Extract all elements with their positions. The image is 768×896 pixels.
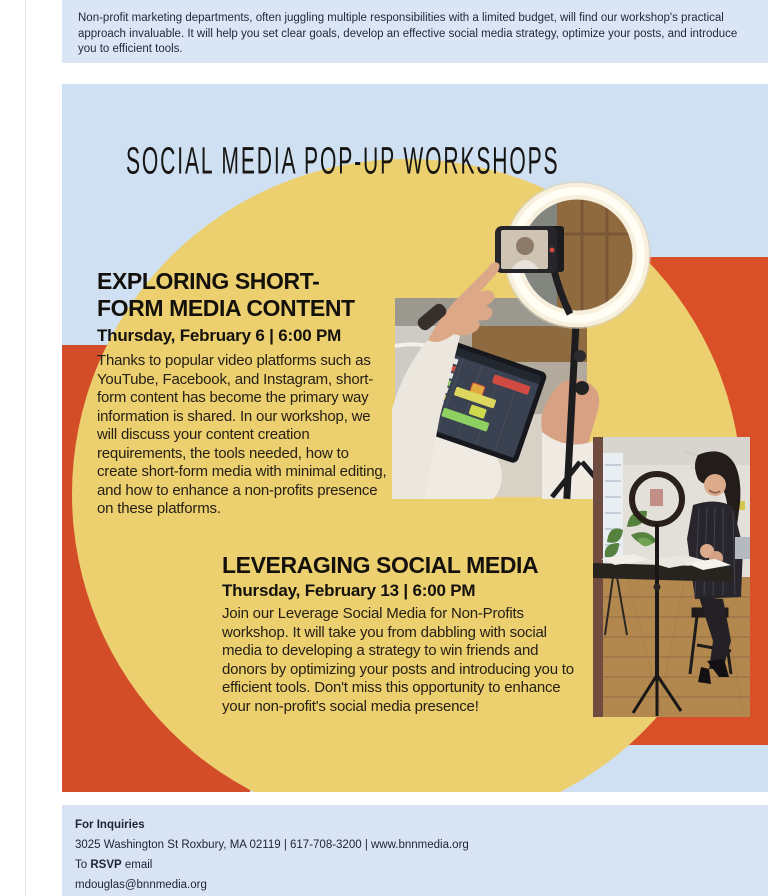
contact-line[interactable]: 3025 Washington St Roxbury, MA 02119 | 617-708-3200 | www.bnnmedia.org <box>75 839 469 851</box>
poster-title: SOCIAL MEDIA POP-UP WORKSHOPS <box>126 140 560 183</box>
photo-social-media-workshop <box>593 437 750 717</box>
workshop2-description: Join our Leverage Social Media for Non-Profits workshop. It will take you from dabbling with social media to developing a strategy to win friends and donors by optimizing your posts and introducing you to efficient tools. Don't miss this opportunity to enhance your non-profit's social media presence! <box>222 605 574 715</box>
phone-mount <box>650 489 663 506</box>
workshop1-datetime: Thursday, February 6 | 6:00 PM <box>97 326 342 345</box>
record-dot <box>550 248 555 253</box>
workshop1-heading <box>97 268 355 322</box>
workshop2-heading-line1: LEVERAGING SOCIAL MEDIA <box>222 552 539 578</box>
workshop2-datetime: Thursday, February 13 | 6:00 PM <box>222 581 476 600</box>
phone-screen-person <box>516 237 534 255</box>
intro-text: Non-profit marketing departments, often juggling multiple responsibilities with a limited budget, will find our workshop's practical approach invaluable. It will help you set clear goals, develop an effective social media strategy, optimize your posts, and introduce you to efficient tools. <box>78 12 738 55</box>
rsvp-label: RSVP <box>90 859 122 871</box>
inquiries-label: For Inquiries <box>75 819 145 831</box>
page-edge-line <box>25 0 26 896</box>
rsvp-prefix: To <box>75 859 91 871</box>
workshop2-heading <box>222 552 538 579</box>
rsvp-email[interactable]: mdouglas@bnnmedia.org <box>75 879 207 891</box>
laptop <box>735 537 750 559</box>
intro-banner <box>62 0 768 63</box>
workshop1-description: Thanks to popular video platforms such as YouTube, Facebook, and Instagram, short-form content has become the primary way information is shared. In our workshop, we will discuss your content creation requirements, the tools needed, how to create short-form media with minimal editing, and how to enhance a non-profits presence on these platforms. <box>97 352 387 517</box>
workshop-flyer <box>62 84 768 792</box>
rsvp-instruction <box>75 855 768 875</box>
workshop1-heading-line1: EXPLORING SHORT- <box>97 268 320 294</box>
workshop1-heading-line2: FORM MEDIA CONTENT <box>97 295 355 321</box>
footer-contact-block <box>62 805 768 896</box>
rsvp-suffix: email <box>121 859 153 871</box>
